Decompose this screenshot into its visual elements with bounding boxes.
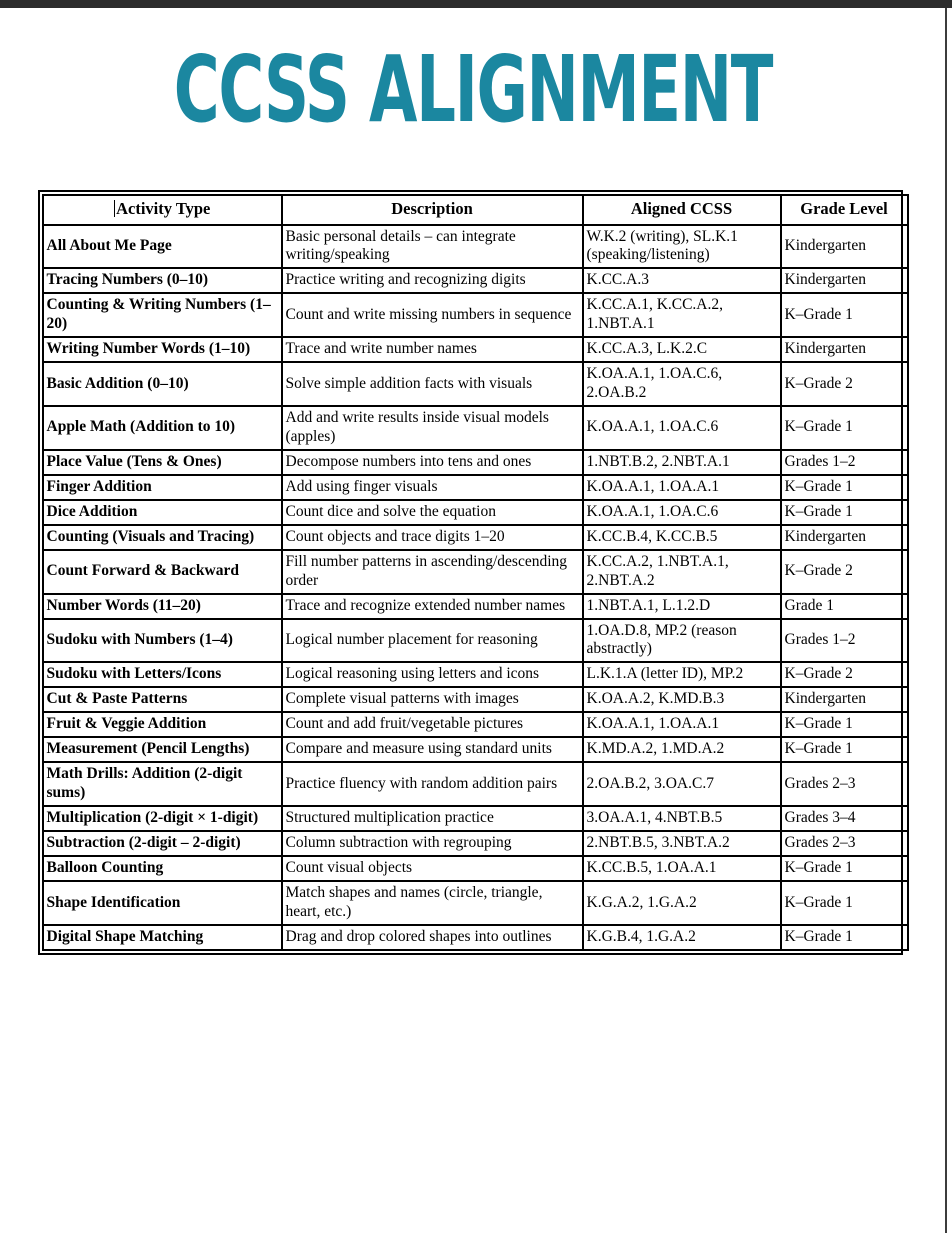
aligned-ccss-cell: K.G.B.4, 1.G.A.2 <box>583 925 781 950</box>
description-cell: Decompose numbers into tens and ones <box>282 450 583 475</box>
activity-type-cell: Cut & Paste Patterns <box>43 687 282 712</box>
aligned-ccss-cell: L.K.1.A (letter ID), MP.2 <box>583 662 781 687</box>
page-title: CCSS ALIGNMENT <box>173 36 772 143</box>
table-row <box>43 762 908 806</box>
activity-type-cell: Tracing Numbers (0–10) <box>43 268 282 293</box>
activity-type-cell: All About Me Page <box>43 225 282 269</box>
aligned-ccss-cell: 1.OA.D.8, MP.2 (reason abstractly) <box>583 619 781 663</box>
header-label: Grade Level <box>800 199 888 219</box>
activity-type-cell: Number Words (11–20) <box>43 594 282 619</box>
aligned-ccss-cell: 1.NBT.B.2, 2.NBT.A.1 <box>583 450 781 475</box>
description-cell: Count objects and trace digits 1–20 <box>282 525 583 550</box>
activity-type-cell: Counting & Writing Numbers (1–20) <box>43 293 282 337</box>
table-row <box>43 450 908 475</box>
table-row <box>43 500 908 525</box>
description-cell: Complete visual patterns with images <box>282 687 583 712</box>
activity-type-cell: Digital Shape Matching <box>43 925 282 950</box>
grade-level-cell: K–Grade 1 <box>781 475 908 500</box>
grade-level-cell: K–Grade 2 <box>781 362 908 406</box>
aligned-ccss-cell: K.CC.A.3 <box>583 268 781 293</box>
page-edge-line <box>945 8 947 1233</box>
grade-level-cell: Grades 2–3 <box>781 762 908 806</box>
aligned-ccss-cell: K.OA.A.1, 1.OA.C.6, 2.OA.B.2 <box>583 362 781 406</box>
grade-level-cell: Kindergarten <box>781 337 908 362</box>
aligned-ccss-cell: W.K.2 (writing), SL.K.1 (speaking/listening) <box>583 225 781 269</box>
activity-type-cell: Shape Identification <box>43 881 282 925</box>
table-row <box>43 856 908 881</box>
aligned-ccss-cell: K.CC.B.5, 1.OA.A.1 <box>583 856 781 881</box>
alignment-table <box>42 194 909 952</box>
description-cell: Structured multiplication practice <box>282 806 583 831</box>
table-row <box>43 362 908 406</box>
table-row <box>43 550 908 594</box>
activity-type-cell: Writing Number Words (1–10) <box>43 337 282 362</box>
aligned-ccss-cell: 1.NBT.A.1, L.1.2.D <box>583 594 781 619</box>
description-cell: Trace and recognize extended number names <box>282 594 583 619</box>
grade-level-cell: K–Grade 1 <box>781 881 908 925</box>
description-cell: Trace and write number names <box>282 337 583 362</box>
table-row <box>43 337 908 362</box>
description-cell: Compare and measure using standard units <box>282 737 583 762</box>
activity-type-cell: Place Value (Tens & Ones) <box>43 450 282 475</box>
grade-level-cell: K–Grade 1 <box>781 406 908 450</box>
activity-type-cell: Sudoku with Letters/Icons <box>43 662 282 687</box>
table-body <box>43 225 908 951</box>
header-label: Aligned CCSS <box>630 199 733 219</box>
activity-type-cell: Count Forward & Backward <box>43 550 282 594</box>
aligned-ccss-cell: 2.OA.B.2, 3.OA.C.7 <box>583 762 781 806</box>
description-cell: Practice writing and recognizing digits <box>282 268 583 293</box>
aligned-ccss-cell: K.OA.A.1, 1.OA.A.1 <box>583 475 781 500</box>
text-cursor <box>114 200 116 217</box>
grade-level-cell: Grade 1 <box>781 594 908 619</box>
description-cell: Logical reasoning using letters and icons <box>282 662 583 687</box>
table-row <box>43 806 908 831</box>
grade-level-cell: Kindergarten <box>781 687 908 712</box>
table-row <box>43 737 908 762</box>
activity-type-cell: Sudoku with Numbers (1–4) <box>43 619 282 663</box>
aligned-ccss-cell: K.OA.A.1, 1.OA.C.6 <box>583 500 781 525</box>
table-row <box>43 406 908 450</box>
aligned-ccss-cell: K.OA.A.1, 1.OA.A.1 <box>583 712 781 737</box>
grade-level-cell: K–Grade 1 <box>781 737 908 762</box>
header-cell-activity-type <box>43 195 282 225</box>
activity-type-cell: Finger Addition <box>43 475 282 500</box>
table-header-row <box>43 195 908 225</box>
aligned-ccss-cell: K.MD.A.2, 1.MD.A.2 <box>583 737 781 762</box>
aligned-ccss-cell: K.G.A.2, 1.G.A.2 <box>583 881 781 925</box>
alignment-table-frame <box>38 190 903 955</box>
grade-level-cell: K–Grade 1 <box>781 925 908 950</box>
activity-type-cell: Apple Math (Addition to 10) <box>43 406 282 450</box>
grade-level-cell: Kindergarten <box>781 225 908 269</box>
title-area <box>0 36 945 143</box>
activity-type-cell: Dice Addition <box>43 500 282 525</box>
description-cell: Add using finger visuals <box>282 475 583 500</box>
table-row <box>43 881 908 925</box>
activity-type-cell: Balloon Counting <box>43 856 282 881</box>
grade-level-cell: Grades 1–2 <box>781 619 908 663</box>
description-cell: Practice fluency with random addition pairs <box>282 762 583 806</box>
grade-level-cell: K–Grade 2 <box>781 550 908 594</box>
description-cell: Basic personal details – can integrate writing/speaking <box>282 225 583 269</box>
aligned-ccss-cell: K.CC.A.2, 1.NBT.A.1, 2.NBT.A.2 <box>583 550 781 594</box>
aligned-ccss-cell: K.OA.A.2, K.MD.B.3 <box>583 687 781 712</box>
table-row <box>43 475 908 500</box>
header-label: Activity Type <box>116 199 211 219</box>
description-cell: Count and add fruit/vegetable pictures <box>282 712 583 737</box>
aligned-ccss-cell: K.CC.B.4, K.CC.B.5 <box>583 525 781 550</box>
table-row <box>43 712 908 737</box>
table-row <box>43 925 908 950</box>
grade-level-cell: K–Grade 1 <box>781 856 908 881</box>
grade-level-cell: K–Grade 1 <box>781 500 908 525</box>
header-cell-grade-level <box>781 195 908 225</box>
grade-level-cell: Grades 1–2 <box>781 450 908 475</box>
window-top-bar <box>0 0 952 8</box>
activity-type-cell: Basic Addition (0–10) <box>43 362 282 406</box>
activity-type-cell: Subtraction (2-digit – 2-digit) <box>43 831 282 856</box>
activity-type-cell: Counting (Visuals and Tracing) <box>43 525 282 550</box>
grade-level-cell: K–Grade 1 <box>781 293 908 337</box>
header-cell-description <box>282 195 583 225</box>
table-row <box>43 225 908 269</box>
description-cell: Fill number patterns in ascending/descending order <box>282 550 583 594</box>
table-row <box>43 687 908 712</box>
grade-level-cell: K–Grade 2 <box>781 662 908 687</box>
description-cell: Drag and drop colored shapes into outlines <box>282 925 583 950</box>
table-row <box>43 594 908 619</box>
description-cell: Add and write results inside visual models (apples) <box>282 406 583 450</box>
description-cell: Count and write missing numbers in sequence <box>282 293 583 337</box>
description-cell: Column subtraction with regrouping <box>282 831 583 856</box>
table-row <box>43 293 908 337</box>
description-cell: Logical number placement for reasoning <box>282 619 583 663</box>
table-row <box>43 662 908 687</box>
aligned-ccss-cell: 2.NBT.B.5, 3.NBT.A.2 <box>583 831 781 856</box>
grade-level-cell: K–Grade 1 <box>781 712 908 737</box>
grade-level-cell: Grades 2–3 <box>781 831 908 856</box>
activity-type-cell: Multiplication (2-digit × 1-digit) <box>43 806 282 831</box>
aligned-ccss-cell: K.OA.A.1, 1.OA.C.6 <box>583 406 781 450</box>
table-row <box>43 831 908 856</box>
grade-level-cell: Grades 3–4 <box>781 806 908 831</box>
header-cell-aligned-ccss <box>583 195 781 225</box>
description-cell: Match shapes and names (circle, triangle, heart, etc.) <box>282 881 583 925</box>
description-cell: Solve simple addition facts with visuals <box>282 362 583 406</box>
description-cell: Count dice and solve the equation <box>282 500 583 525</box>
activity-type-cell: Measurement (Pencil Lengths) <box>43 737 282 762</box>
grade-level-cell: Kindergarten <box>781 268 908 293</box>
aligned-ccss-cell: K.CC.A.3, L.K.2.C <box>583 337 781 362</box>
description-cell: Count visual objects <box>282 856 583 881</box>
header-label: Description <box>391 199 473 219</box>
grade-level-cell: Kindergarten <box>781 525 908 550</box>
table-row <box>43 268 908 293</box>
table-row <box>43 619 908 663</box>
aligned-ccss-cell: K.CC.A.1, K.CC.A.2, 1.NBT.A.1 <box>583 293 781 337</box>
activity-type-cell: Fruit & Veggie Addition <box>43 712 282 737</box>
table-row <box>43 525 908 550</box>
activity-type-cell: Math Drills: Addition (2-digit sums) <box>43 762 282 806</box>
aligned-ccss-cell: 3.OA.A.1, 4.NBT.B.5 <box>583 806 781 831</box>
